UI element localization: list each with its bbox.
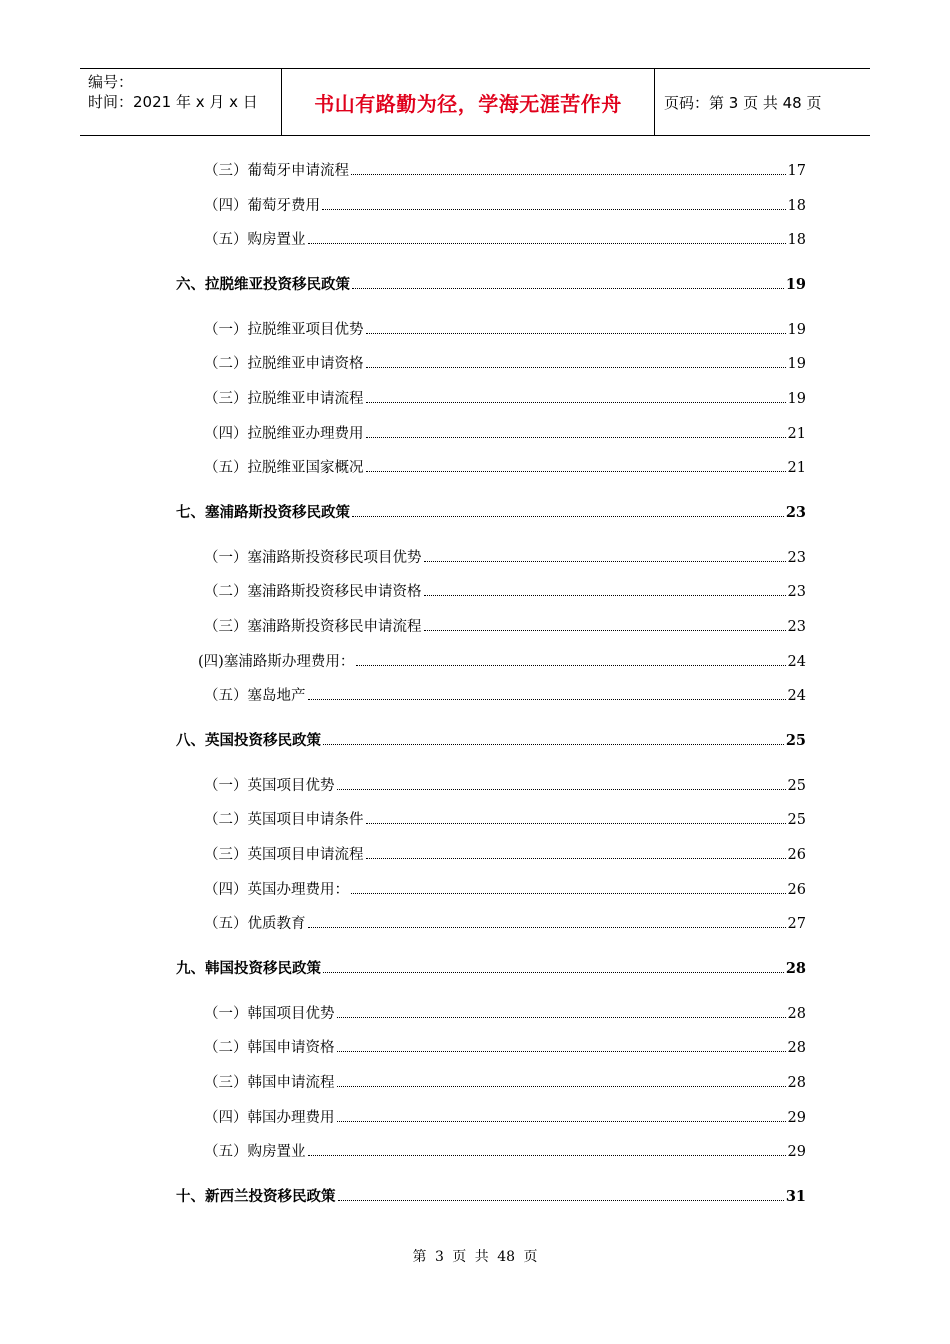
page-info: 页码：第 3 页 共 48 页 <box>664 93 822 112</box>
toc-dot-leader <box>352 502 784 517</box>
toc-entry-title: （一）塞浦路斯投资移民项目优势 <box>204 549 422 566</box>
toc-entry-title: （二）韩国申请资格 <box>204 1040 335 1057</box>
toc-dot-leader <box>424 616 786 631</box>
toc-page-number: 25 <box>785 732 806 749</box>
toc-chapter-entry[interactable] <box>176 502 806 524</box>
toc-section-entry[interactable] <box>204 160 806 182</box>
toc-dot-leader <box>366 844 786 859</box>
toc-page-number: 24 <box>787 688 806 705</box>
toc-chapter-entry[interactable] <box>176 730 806 752</box>
toc-dot-leader <box>337 775 786 790</box>
toc-section-entry[interactable] <box>204 1107 806 1129</box>
toc-section-entry[interactable] <box>204 616 806 638</box>
toc-section-entry[interactable] <box>198 651 806 673</box>
toc-dot-leader <box>352 274 784 289</box>
toc-entry-title: （五）购房置业 <box>204 1144 306 1161</box>
toc-dot-leader <box>338 1186 784 1201</box>
toc-entry-title: （五）优质教育 <box>204 916 306 933</box>
toc-page-number: 23 <box>787 619 806 635</box>
toc-page-number: 23 <box>785 504 806 521</box>
toc-dot-leader <box>424 581 786 596</box>
toc-page-number: 19 <box>785 276 806 293</box>
toc-entry-title: （二）英国项目申请条件 <box>204 812 364 829</box>
toc-entry-title: （三）塞浦路斯投资移民申请流程 <box>204 619 422 635</box>
toc-page-number: 23 <box>787 584 806 601</box>
page-footer: 第 3 页 共 48 页 <box>412 1249 538 1265</box>
toc-dot-leader <box>308 1141 786 1156</box>
toc-entry-title: （三）葡萄牙申请流程 <box>204 163 349 179</box>
toc-dot-leader <box>366 388 786 403</box>
toc-page-number: 28 <box>787 1075 806 1091</box>
toc-entry-title: （一）韩国项目优势 <box>204 1005 335 1022</box>
toc-page-number: 26 <box>787 881 806 898</box>
toc-dot-leader <box>323 730 784 745</box>
toc-page-number: 28 <box>787 1005 806 1022</box>
toc-dot-leader <box>337 1072 786 1087</box>
toc-chapter-entry[interactable] <box>176 1186 806 1208</box>
toc-dot-leader <box>322 195 786 210</box>
toc-entry-title: （四）葡萄牙费用 <box>204 197 320 214</box>
toc-section-entry[interactable] <box>204 685 806 707</box>
toc-section-entry[interactable] <box>204 1072 806 1094</box>
toc-page-number: 26 <box>787 847 806 863</box>
toc-page-number: 28 <box>785 960 806 977</box>
time-label: 时间：2021 年 x 月 x 日 <box>88 93 258 111</box>
toc-dot-leader <box>351 879 786 894</box>
toc-entry-title: 十、新西兰投资移民政策 <box>176 1188 336 1205</box>
toc-dot-leader <box>308 913 786 928</box>
toc-entry-title: （二）拉脱维亚申请资格 <box>204 356 364 373</box>
toc-dot-leader <box>308 685 786 700</box>
toc-section-entry[interactable] <box>204 319 806 341</box>
toc-section-entry[interactable] <box>204 581 806 603</box>
toc-section-entry[interactable] <box>204 775 806 797</box>
toc-page-number: 17 <box>787 163 806 179</box>
toc-entry-title: （一）拉脱维亚项目优势 <box>204 321 364 338</box>
toc-entry-title: (四)塞浦路斯办理费用： <box>198 653 355 670</box>
toc-page-number: 31 <box>785 1188 806 1205</box>
toc-section-entry[interactable] <box>204 229 806 251</box>
code-label: 编号： <box>88 73 134 91</box>
toc-dot-leader <box>351 160 786 175</box>
toc-page-number: 23 <box>787 549 806 566</box>
toc-dot-leader <box>366 457 786 472</box>
toc-dot-leader <box>366 319 786 334</box>
toc-page-number: 18 <box>787 197 806 214</box>
toc-chapter-entry[interactable] <box>176 274 806 296</box>
toc-section-entry[interactable] <box>204 353 806 375</box>
toc-section-entry[interactable] <box>204 195 806 217</box>
toc-entry-title: （五）塞岛地产 <box>204 688 306 705</box>
toc-section-entry[interactable] <box>204 844 806 866</box>
toc-section-entry[interactable] <box>204 1003 806 1025</box>
toc-dot-leader <box>366 353 786 368</box>
toc-page-number: 21 <box>787 460 806 477</box>
toc-page-number: 27 <box>787 916 806 933</box>
toc-dot-leader <box>356 651 785 666</box>
toc-page-number: 29 <box>787 1144 806 1161</box>
toc-dot-leader <box>424 547 786 562</box>
toc-entry-title: （四）拉脱维亚办理费用 <box>204 425 364 442</box>
toc-page-number: 19 <box>787 391 806 407</box>
toc-dot-leader <box>308 229 786 244</box>
toc-entry-title: （五）购房置业 <box>204 232 306 249</box>
toc-page-number: 29 <box>787 1109 806 1126</box>
toc-dot-leader <box>337 1003 786 1018</box>
toc-entry-title: 六、拉脱维亚投资移民政策 <box>176 276 350 293</box>
toc-chapter-entry[interactable] <box>176 958 806 980</box>
motto: 书山有路勤为径，学海无涯苦作舟 <box>314 91 622 116</box>
toc-entry-title: 九、韩国投资移民政策 <box>176 960 321 977</box>
toc-entry-title: （三）英国项目申请流程 <box>204 847 364 863</box>
toc-page-number: 21 <box>787 425 806 442</box>
toc-section-entry[interactable] <box>204 547 806 569</box>
toc-page-number: 28 <box>787 1040 806 1057</box>
toc-entry-title: （四）英国办理费用： <box>204 881 349 898</box>
toc-page-number: 18 <box>787 232 806 249</box>
toc-entry-title: 七、塞浦路斯投资移民政策 <box>176 504 350 521</box>
toc-section-entry[interactable] <box>204 1037 806 1059</box>
toc-dot-leader <box>337 1037 786 1052</box>
toc-page-number: 19 <box>787 356 806 373</box>
toc-dot-leader <box>366 809 786 824</box>
toc-page-number: 24 <box>787 653 806 670</box>
toc-dot-leader <box>323 958 784 973</box>
toc-dot-leader <box>366 423 786 438</box>
toc-section-entry[interactable] <box>204 423 806 445</box>
toc-dot-leader <box>337 1107 786 1122</box>
toc-entry-title: （四）韩国办理费用 <box>204 1109 335 1126</box>
toc-page-number: 25 <box>787 812 806 829</box>
toc-section-entry[interactable] <box>204 457 806 479</box>
toc-page-number: 25 <box>787 777 806 794</box>
toc-entry-title: （三）拉脱维亚申请流程 <box>204 391 364 407</box>
toc-page-number: 19 <box>787 321 806 338</box>
toc-entry-title: （一）英国项目优势 <box>204 777 335 794</box>
toc-section-entry[interactable] <box>204 388 806 410</box>
toc-entry-title: （五）拉脱维亚国家概况 <box>204 460 364 477</box>
toc-section-entry[interactable] <box>204 913 806 935</box>
toc-entry-title: 八、英国投资移民政策 <box>176 732 321 749</box>
toc-entry-title: （二）塞浦路斯投资移民申请资格 <box>204 584 422 601</box>
toc-section-entry[interactable] <box>204 1141 806 1163</box>
toc-section-entry[interactable] <box>204 809 806 831</box>
toc-section-entry[interactable] <box>204 879 806 901</box>
toc-entry-title: （三）韩国申请流程 <box>204 1075 335 1091</box>
